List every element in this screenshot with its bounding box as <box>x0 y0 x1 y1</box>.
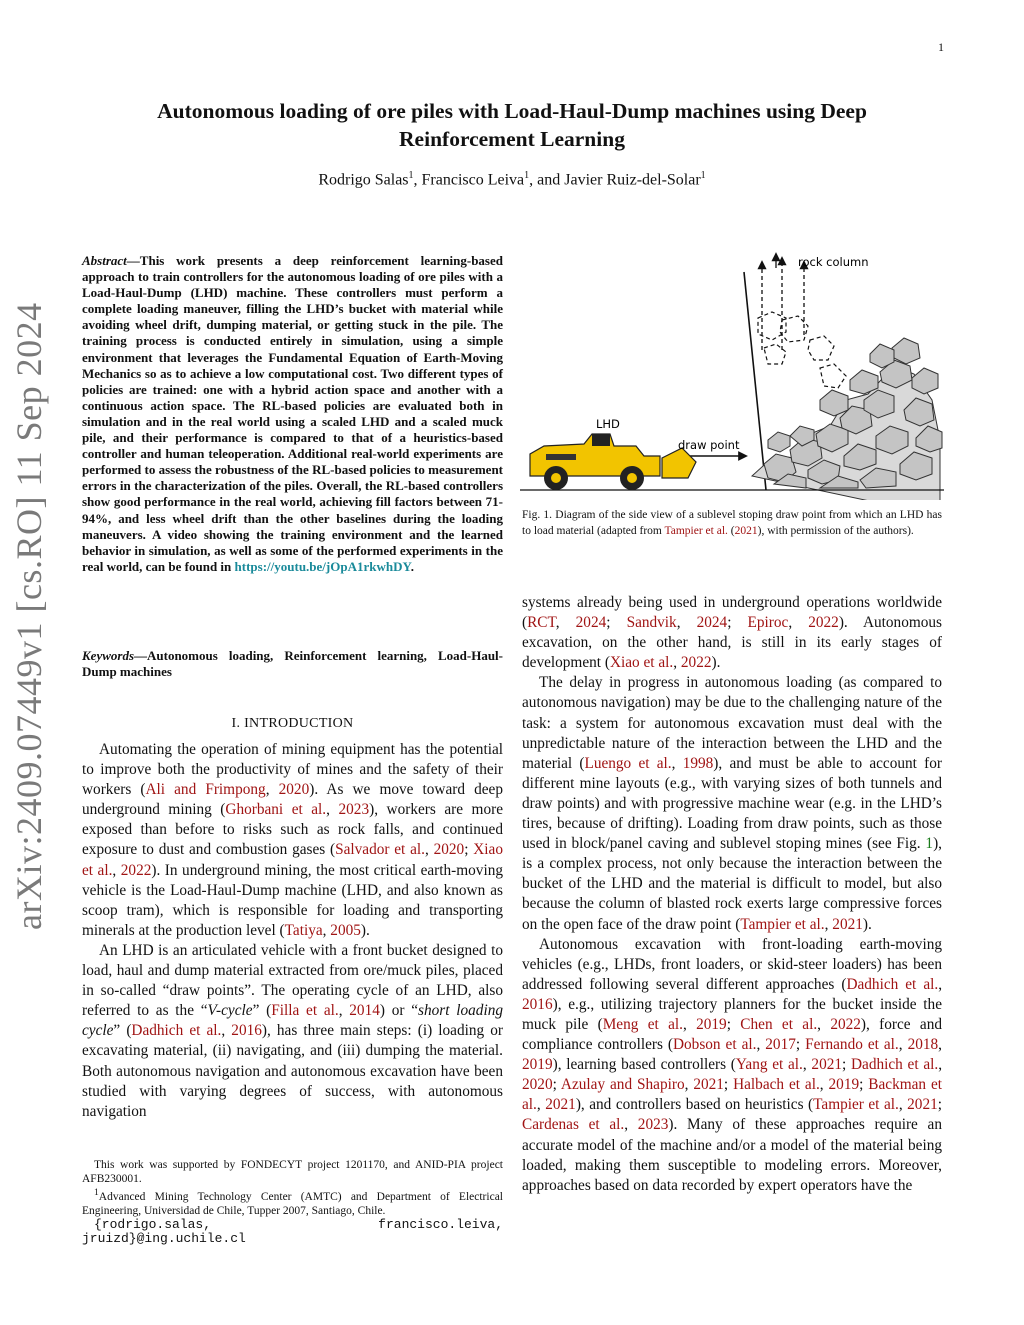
text: ). In underground mining, the most critical earth-moving vehicle is the Load-Haul-Dump machine (LHD, and also known as scoop tram), which is responsible for loading and transporting minerals at the production level ( <box>82 861 503 939</box>
text: ; <box>859 1076 869 1094</box>
introduction-body <box>82 740 503 1122</box>
figure-reference[interactable]: 1 <box>925 835 934 853</box>
text: ; <box>726 1015 741 1033</box>
text: , <box>671 754 683 772</box>
citation[interactable]: Tatiya <box>284 921 323 939</box>
paragraph <box>522 673 942 934</box>
text: , <box>938 975 943 993</box>
citation[interactable]: Filla et al. <box>271 1002 339 1020</box>
footnotes <box>82 1158 503 1246</box>
citation[interactable]: Salvador et al. <box>335 841 425 859</box>
right-column-body <box>522 593 942 1196</box>
emphasis: V-cycle <box>207 1002 253 1020</box>
author: Rodrigo Salas <box>318 171 409 189</box>
text: ; <box>606 614 627 632</box>
citation[interactable]: 2005 <box>330 921 361 939</box>
citation[interactable]: 2020 <box>433 841 465 859</box>
author-separator: , <box>413 171 422 189</box>
section-heading: I. INTRODUCTION <box>231 716 354 731</box>
text: ; <box>937 1096 942 1114</box>
text: , <box>684 1076 694 1094</box>
text: ). <box>862 915 872 933</box>
rock-pile <box>752 338 942 500</box>
text: , <box>824 915 833 933</box>
arxiv-identifier[interactable]: arXiv:2409.07449v1 [cs.RO] 11 Sep 2024 <box>9 302 49 930</box>
affiliation-text: Advanced Mining Technology Center (AMTC) and Department of Electrical Engineering, Universidad de Chile, Tupper 2007, Santiago, Chile. <box>82 1190 503 1217</box>
citation[interactable]: Dobson et al. <box>672 1036 757 1054</box>
citation[interactable]: 2019 <box>522 1056 553 1074</box>
citation[interactable]: Azulay and Shapiro <box>560 1076 685 1094</box>
citation[interactable]: 2022 <box>680 654 712 672</box>
affiliation-mark: 1 <box>408 170 414 181</box>
citation[interactable]: Sandvik <box>626 614 677 632</box>
text: ), workers are more exposed than before to risks such as rock falls, and continued exposure to dust and combustion gases ( <box>82 801 503 859</box>
rock-column-label: rock column <box>798 255 869 269</box>
citation[interactable]: 2023 <box>637 1116 669 1134</box>
citation[interactable]: Ali and Frimpong <box>145 781 266 799</box>
text: , <box>938 1056 943 1074</box>
text: , <box>817 1015 831 1033</box>
citation[interactable]: 2016 <box>522 995 553 1013</box>
falling-rocks <box>758 312 846 388</box>
citation[interactable]: Halbach et al. <box>733 1076 820 1094</box>
draw-point-diagram <box>520 250 944 500</box>
citation[interactable]: 2021 <box>907 1096 938 1114</box>
text: , <box>112 861 121 879</box>
lhd-label: LHD <box>596 417 620 431</box>
citation[interactable]: Ghorbani et al. <box>225 801 327 819</box>
citation[interactable]: 2022 <box>830 1015 861 1033</box>
affiliation-mark: 1 <box>94 1187 99 1198</box>
author: Javier Ruiz-del-Solar <box>564 171 701 189</box>
citation[interactable]: Epiroc <box>747 614 789 632</box>
text: ), is a complex process, not only because the interaction between the bucket of the LHD and the material is difficult to model, but also because the column of blasted rock exerts large compressive forces on the open face of the draw point ( <box>522 835 942 933</box>
text: , <box>673 654 681 672</box>
text: , <box>624 1116 638 1134</box>
citation[interactable]: 2021 <box>693 1076 724 1094</box>
page-number: 1 <box>938 40 944 54</box>
draw-point-wall <box>744 272 766 490</box>
citation[interactable]: 2017 <box>765 1036 796 1054</box>
video-link[interactable]: https://youtu.be/jOpA1rkwhDY <box>234 558 411 574</box>
abstract <box>82 253 503 575</box>
text: , <box>819 1076 829 1094</box>
citation[interactable]: 2020 <box>522 1076 553 1094</box>
citation[interactable]: Luengo et al. <box>584 754 672 772</box>
text: ” ( <box>252 1002 272 1020</box>
citation[interactable]: 2021 <box>734 524 758 537</box>
text: ), has three main steps: (i) loading or excavating material, (ii) navigating, and (iii) dumping the material. Both autonomous navigation and autonomous excavation have been studied with varying degrees of success, with autonomous navigation <box>82 1022 503 1120</box>
text: , <box>555 614 576 632</box>
author: Francisco Leiva <box>421 171 525 189</box>
text: The delay in progress in autonomous loading (as compared to autonomous navigation) may be due to the challenging nature of the task: a system for autonomous excavation must deal with the unpredictable nature of the interaction between the LHD and the material ( <box>522 674 942 772</box>
paragraph <box>522 935 942 1196</box>
text: , <box>898 1036 908 1054</box>
citation[interactable]: 2014 <box>349 1002 380 1020</box>
text: ), and controllers based on heuristics ( <box>575 1096 814 1114</box>
text: , <box>788 614 809 632</box>
author-list <box>110 170 914 189</box>
text: Autonomous excavation with front-loading earth-moving vehicles (e.g., LHDs, front loaders, or skid-steer loaders) has been addressed following several different approaches ( <box>522 935 942 993</box>
citation[interactable]: 2021 <box>832 915 863 933</box>
citation[interactable]: 2021 <box>811 1056 843 1074</box>
citation[interactable]: 2019 <box>828 1076 860 1094</box>
keywords-text: —Autonomous loading, Reinforcement learning, Load-Haul-Dump machines <box>82 648 503 680</box>
citation[interactable]: Xiao et al. <box>82 841 503 879</box>
text: , <box>682 1015 697 1033</box>
text: , <box>221 1022 232 1040</box>
text: , <box>938 1036 942 1054</box>
keywords-label: Keywords <box>82 648 134 663</box>
citation[interactable]: Dadhich et al. <box>846 975 939 993</box>
citation[interactable]: Dadhich et al. <box>851 1056 939 1074</box>
citation[interactable]: RCT <box>527 614 556 632</box>
keywords <box>82 648 503 681</box>
citation[interactable]: 2019 <box>696 1015 727 1033</box>
text: , <box>802 1056 812 1074</box>
email-addresses[interactable]: {rodrigo.salas, francisco.leiva, jruizd}@ing.uchile.cl <box>82 1216 503 1246</box>
citation[interactable]: Backman et al. <box>522 1076 942 1114</box>
affiliation-mark: 1 <box>700 170 706 181</box>
text: ; <box>552 1076 561 1094</box>
affiliation-mark: 1 <box>524 170 530 181</box>
lhd-vehicle <box>530 434 696 490</box>
text: ; <box>723 1076 734 1094</box>
figure-1-diagram <box>520 250 944 500</box>
citation[interactable]: 2022 <box>808 614 839 632</box>
text: Automating the operation of mining equipment has the potential to improve both the productivity of mines and the safety of their workers ( <box>82 741 503 799</box>
figure-1-caption <box>522 508 942 539</box>
emphasis: short loading cycle <box>82 1002 503 1040</box>
citation[interactable]: Fernando et al. <box>805 1036 899 1054</box>
abstract-text: —This work presents a deep reinforcement learning-based approach to train controllers for the autonomous loading of ore piles with a Load-Haul-Dump (LHD) machine. These controllers must perform a complete loading maneuver, filling the LHD’s bucket with material while avoiding wheel drift, dumping material, or getting stuck in the pile. The training process is conducted entirely in simulation, using a simple environment that leverages the Fundamental Equation of Earth-Moving Mechanics so as to achieve a low computational cost. Two different types of policies are trained: one with a hybrid action space and another with a continuous action space. The RL-based policies are evaluated both in simulation and in the real world using a scaled LHD and a scaled muck pile, and their performance is compared to that of a heuristics-based controller and human teleoperation. Additional real-world experiments are performed to assess the robustness of the RL-based policies to measurement errors in the characterization of the piles. Overall, the RL-based controllers show good performance in the real world, achieving fill factors between 71-94%, and less wheel drift than the other baselines during the loading maneuvers. A video showing the training environment and the learned behavior in simulation, as well as some of the performed experiments in the real world, can be found in <box>82 253 503 574</box>
text: An LHD is an articulated vehicle with a front bucket designed to load, haul and dump material extracted from ore/muck piles, placed in so-called “draw points”. The operating cycle of an LHD, also referred to as the “ <box>82 941 503 1020</box>
citation[interactable]: 2023 <box>338 801 370 819</box>
text: ). <box>711 654 721 672</box>
citation[interactable]: Chen et al. <box>740 1015 818 1033</box>
text: ( <box>727 524 735 537</box>
citation[interactable]: Tampier et al. <box>740 915 825 933</box>
text: ). Many of these approaches require an accurate model of the machine and/or a model of the material being loaded, making them susceptible to modeling errors. Moreover, approaches based on data recorded by expert operators have the <box>522 1116 942 1194</box>
text: , <box>338 1002 350 1020</box>
citation[interactable]: 2021 <box>545 1096 576 1114</box>
paragraph <box>82 941 503 1122</box>
text: ), learning based controllers ( <box>552 1056 736 1074</box>
text: ; <box>795 1036 806 1054</box>
citation[interactable]: Tampier et al. <box>813 1096 899 1114</box>
text: , <box>676 614 697 632</box>
author-separator: , and <box>529 171 565 189</box>
paragraph <box>82 740 503 941</box>
citation[interactable]: 2024 <box>696 614 728 632</box>
abstract-end: . <box>410 558 414 574</box>
paper-title: Autonomous loading of ore piles with Load-Haul-Dump machines using Deep Reinforcement Learning <box>157 99 867 151</box>
text: , <box>326 801 339 819</box>
citation[interactable]: Yang et al. <box>735 1056 803 1074</box>
citation[interactable]: Cardenas et al. <box>522 1116 625 1134</box>
text: ), e.g., utilizing trajectory planners for the bucket inside the muck pile ( <box>522 995 942 1033</box>
citation[interactable]: 1998 <box>682 754 714 772</box>
text: ) or “ <box>379 1002 419 1020</box>
text: ), and must be able to account for different mine layouts (e.g., with varying sizes of both tunnels and draw points) and with progressive machine wear (e.g. in the LHD’s tires, because of drifting). Loading from draw points, such as those used in block/panel caving and sublevel stoping mines (see Fig. <box>522 754 943 853</box>
citation[interactable]: Xiao et al. <box>609 654 674 672</box>
text: , <box>322 921 331 939</box>
text: ). Autonomous excavation, on the other hand, is still in its early stages of development ( <box>522 614 942 672</box>
abstract-label: Abstract <box>82 253 127 268</box>
citation[interactable]: 2024 <box>575 614 607 632</box>
text: , <box>898 1096 908 1114</box>
draw-point-label: draw point <box>678 438 740 452</box>
text: ; <box>727 614 748 632</box>
text: , <box>424 841 434 859</box>
citation[interactable]: Meng et al. <box>602 1015 683 1033</box>
text: , <box>756 1036 766 1054</box>
text: ; <box>842 1056 851 1074</box>
text: ” ( <box>113 1022 132 1040</box>
text: , <box>536 1096 546 1114</box>
text: systems already being used in underground operations worldwide ( <box>522 594 942 632</box>
funding-note: This work was supported by FONDECYT project 1201170, and ANID-PIA project AFB230001. <box>82 1159 503 1185</box>
text: ), with permission of the authors). <box>757 524 914 537</box>
text: ). <box>360 921 370 939</box>
citation[interactable]: 2020 <box>278 781 310 799</box>
text: , <box>265 781 279 799</box>
text: ). As we move toward deep underground mining ( <box>82 781 503 819</box>
text: ; <box>464 841 474 859</box>
citation[interactable]: Tampier et al. <box>664 524 728 537</box>
citation[interactable]: 2016 <box>231 1022 262 1040</box>
citation[interactable]: 2022 <box>120 861 152 879</box>
affiliation-note <box>82 1186 503 1218</box>
text: Fig. 1. Diagram of the side view of a sublevel stoping draw point from which an LHD has to load material (adapted from <box>522 509 942 537</box>
citation[interactable]: 2018 <box>907 1036 939 1054</box>
paragraph <box>522 593 942 673</box>
text: ), force and compliance controllers ( <box>522 1015 942 1054</box>
citation[interactable]: Dadhich et al. <box>131 1022 222 1040</box>
